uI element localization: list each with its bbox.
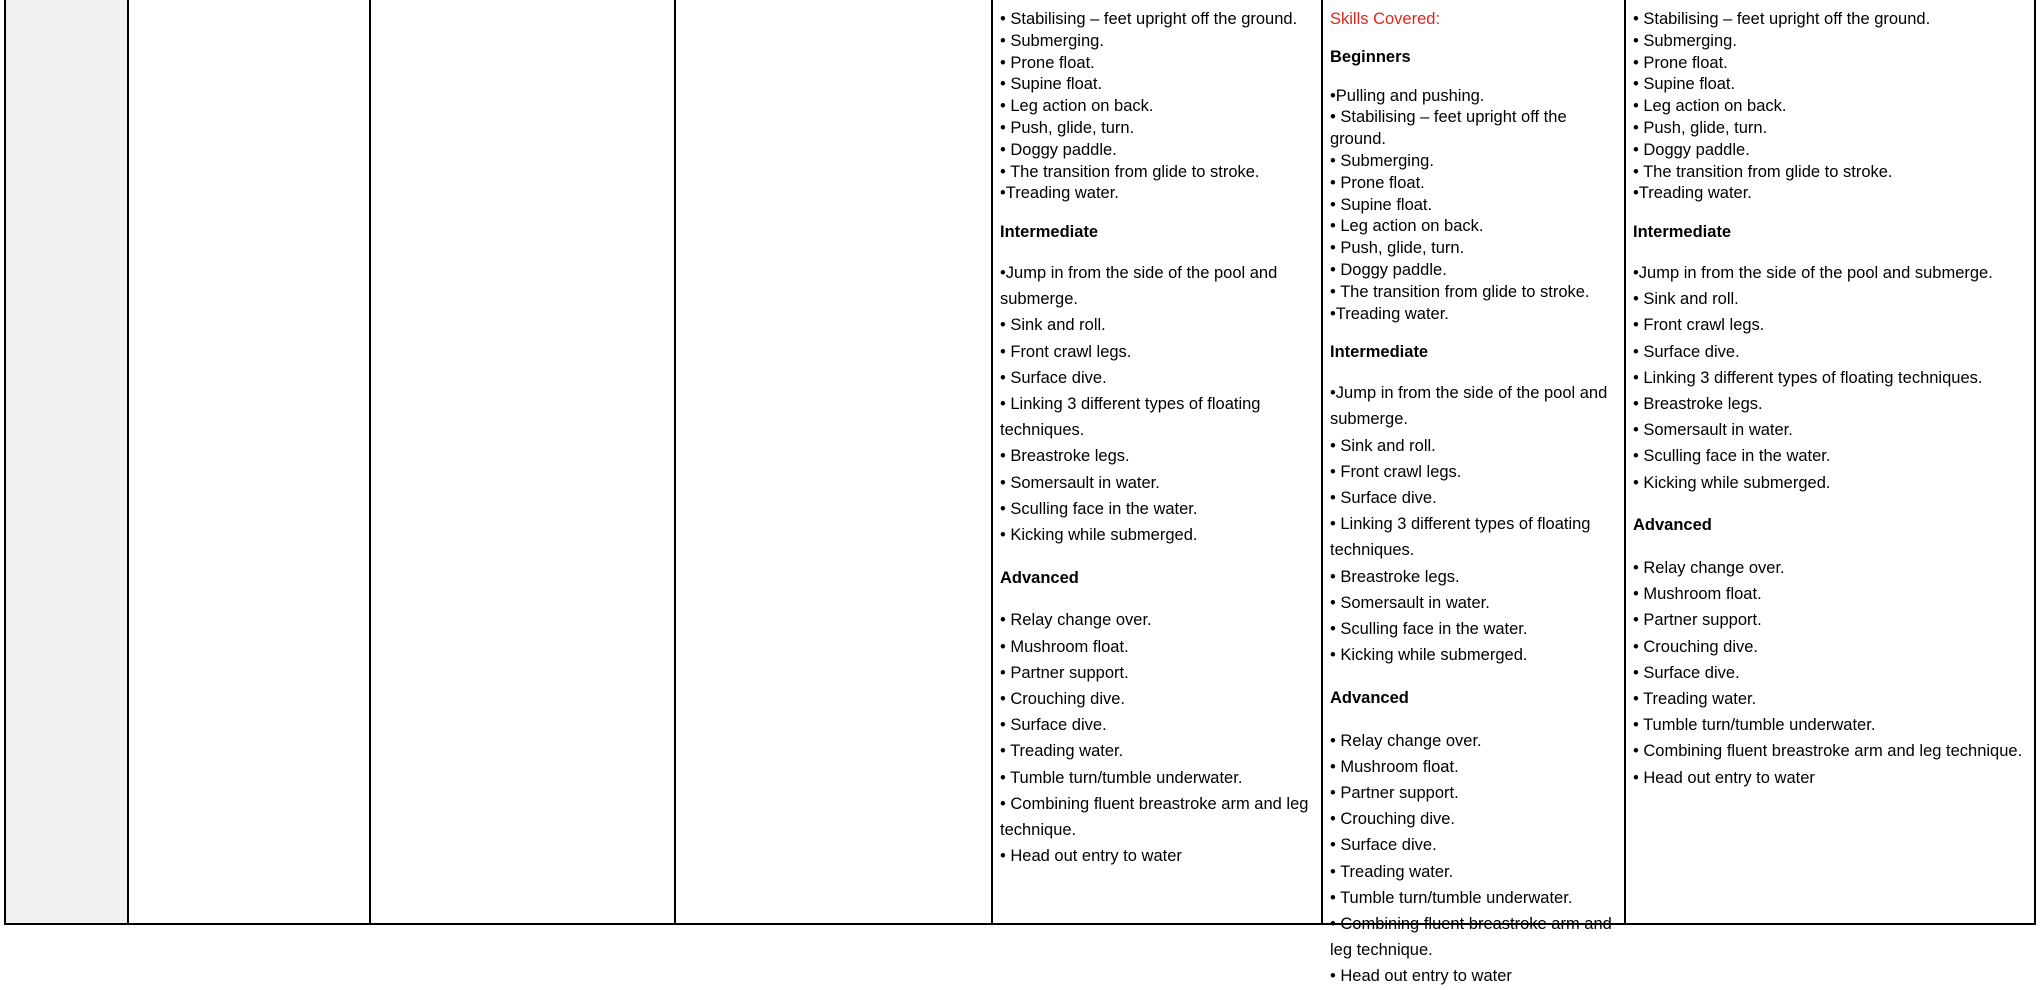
list-item: • Sink and roll. — [1633, 290, 1739, 309]
list-item: • Linking 3 different types of floating techniques. — [1330, 515, 1591, 560]
list-item: • Combining fluent breastroke arm and leg technique. — [1633, 742, 2023, 761]
list-item: • Head out entry to water — [1000, 847, 1182, 866]
list-item: • Tumble turn/tumble underwater. — [1633, 716, 1876, 735]
list-item: • Leg action on back. — [1000, 97, 1154, 116]
list-item: • Sink and roll. — [1000, 316, 1106, 335]
list-item: • Linking 3 different types of floating techniques. — [1000, 394, 1261, 440]
list-item: • Sculling face in the water. — [1330, 619, 1528, 638]
list-item: • Breastroke legs. — [1000, 447, 1130, 466]
skills-list-a — [1000, 9, 1315, 869]
list-item: • Supine float. — [1330, 195, 1433, 214]
list-item: • Relay change over. — [1633, 559, 1785, 577]
list-item: • Partner support. — [1000, 663, 1129, 682]
list-item: • Push, glide, turn. — [1330, 239, 1465, 258]
list-item: • Somersault in water. — [1330, 593, 1490, 612]
section-heading: Advanced — [1633, 516, 1712, 535]
list-item: • Leg action on back. — [1330, 217, 1484, 236]
list-item: • Surface dive. — [1330, 836, 1437, 855]
list-item: • Push, glide, turn. — [1000, 118, 1135, 137]
shaded-column — [6, 0, 129, 923]
list-item: • Crouching dive. — [1633, 637, 1759, 656]
empty-column-3 — [676, 0, 993, 923]
list-item: • Stabilising – feet upright off the ground. — [1330, 108, 1567, 149]
list-item: • Surface dive. — [1000, 368, 1107, 387]
empty-column-1 — [129, 0, 371, 923]
list-item: • Mushroom float. — [1633, 585, 1762, 604]
list-item: • Treading water. — [1330, 862, 1454, 881]
section-heading: Advanced — [1330, 688, 1409, 707]
list-item: • The transition from glide to stroke. — [1633, 162, 1893, 181]
list-item: • Front crawl legs. — [1633, 316, 1765, 335]
list-item: •Jump in from the side of the pool and submerge. — [1330, 384, 1608, 429]
section-heading: Intermediate — [1633, 222, 1732, 241]
list-item: • Combining fluent breastroke arm and leg technique. — [1330, 915, 1612, 960]
skills-table — [4, 0, 2036, 986]
list-item: • Tumble turn/tumble underwater. — [1000, 768, 1243, 787]
list-item: • Combining fluent breastroke arm and leg technique. — [1000, 794, 1309, 840]
list-item: • Doggy paddle. — [1633, 140, 1750, 159]
list-item: •Pulling and pushing. — [1330, 86, 1485, 105]
list-item: • Surface dive. — [1633, 663, 1740, 682]
skills-list-b — [1330, 9, 1618, 990]
list-item: •Treading water. — [1000, 184, 1119, 203]
list-item: • Leg action on back. — [1633, 97, 1787, 116]
list-item: • Push, glide, turn. — [1633, 118, 1768, 137]
list-item: • Partner support. — [1330, 784, 1459, 802]
list-item: • Treading water. — [1000, 742, 1124, 761]
list-item: • Sculling face in the water. — [1000, 499, 1198, 518]
list-item: •Treading water. — [1633, 184, 1752, 203]
list-item: • Submerging. — [1000, 31, 1104, 50]
list-item: • Submerging. — [1330, 151, 1434, 170]
skills-column-b — [1323, 0, 1626, 986]
list-item: • Surface dive. — [1330, 488, 1437, 507]
list-item: • Partner support. — [1633, 611, 1762, 630]
list-item: • Treading water. — [1633, 690, 1757, 709]
list-item: • Kicking while submerged. — [1633, 473, 1831, 492]
section-heading: Intermediate — [1330, 342, 1429, 361]
list-item: • Supine float. — [1633, 75, 1736, 94]
list-item: • Head out entry to water — [1633, 768, 1815, 787]
list-item: • Mushroom float. — [1000, 637, 1129, 656]
list-item: • Tumble turn/tumble underwater. — [1330, 888, 1573, 907]
list-item: • Front crawl legs. — [1330, 462, 1462, 481]
empty-column-2 — [371, 0, 676, 923]
list-item: • Prone float. — [1633, 53, 1728, 72]
section-heading: Beginners — [1330, 48, 1411, 67]
list-item: • Somersault in water. — [1000, 473, 1160, 492]
list-item: • Sink and roll. — [1330, 436, 1436, 455]
list-item: • Prone float. — [1000, 53, 1095, 72]
list-item: • Head out entry to water — [1330, 967, 1512, 986]
list-item: •Jump in from the side of the pool and submerge. — [1000, 263, 1278, 309]
section-heading: Advanced — [1000, 568, 1079, 587]
list-item: • Kicking while submerged. — [1330, 646, 1528, 665]
list-item: • Crouching dive. — [1000, 690, 1126, 709]
list-item: • Stabilising – feet upright off the ground. — [1000, 10, 1298, 28]
skills-column-a — [993, 0, 1323, 923]
skills-list-c — [1633, 9, 2028, 791]
list-item: •Treading water. — [1330, 304, 1449, 323]
section-heading: Intermediate — [1000, 222, 1099, 241]
list-item: • Relay change over. — [1330, 731, 1482, 750]
list-item: • Surface dive. — [1000, 716, 1107, 735]
list-item: • The transition from glide to stroke. — [1000, 162, 1260, 181]
list-item: • The transition from glide to stroke. — [1330, 282, 1590, 301]
list-item: • Relay change over. — [1000, 611, 1152, 630]
list-item: • Somersault in water. — [1633, 421, 1793, 440]
list-item: • Kicking while submerged. — [1000, 526, 1198, 544]
list-item: • Surface dive. — [1633, 342, 1740, 361]
skills-column-c — [1626, 0, 2034, 923]
list-item: • Prone float. — [1330, 173, 1425, 192]
skills-covered-label: Skills Covered: — [1330, 10, 1441, 28]
list-item: • Stabilising – feet upright off the ground. — [1633, 10, 1931, 28]
list-item: • Mushroom float. — [1330, 757, 1459, 776]
list-item: • Linking 3 different types of floating techniques. — [1633, 368, 1983, 387]
list-item: • Doggy paddle. — [1330, 260, 1447, 279]
list-item: • Breastroke legs. — [1330, 567, 1460, 586]
list-item: • Submerging. — [1633, 31, 1737, 50]
list-item: • Breastroke legs. — [1633, 394, 1763, 413]
list-item: • Supine float. — [1000, 75, 1103, 94]
list-item: •Jump in from the side of the pool and submerge. — [1633, 263, 1993, 282]
list-item: • Doggy paddle. — [1000, 140, 1117, 159]
list-item: • Sculling face in the water. — [1633, 447, 1831, 466]
list-item: • Crouching dive. — [1330, 810, 1456, 829]
list-item: • Front crawl legs. — [1000, 342, 1132, 361]
